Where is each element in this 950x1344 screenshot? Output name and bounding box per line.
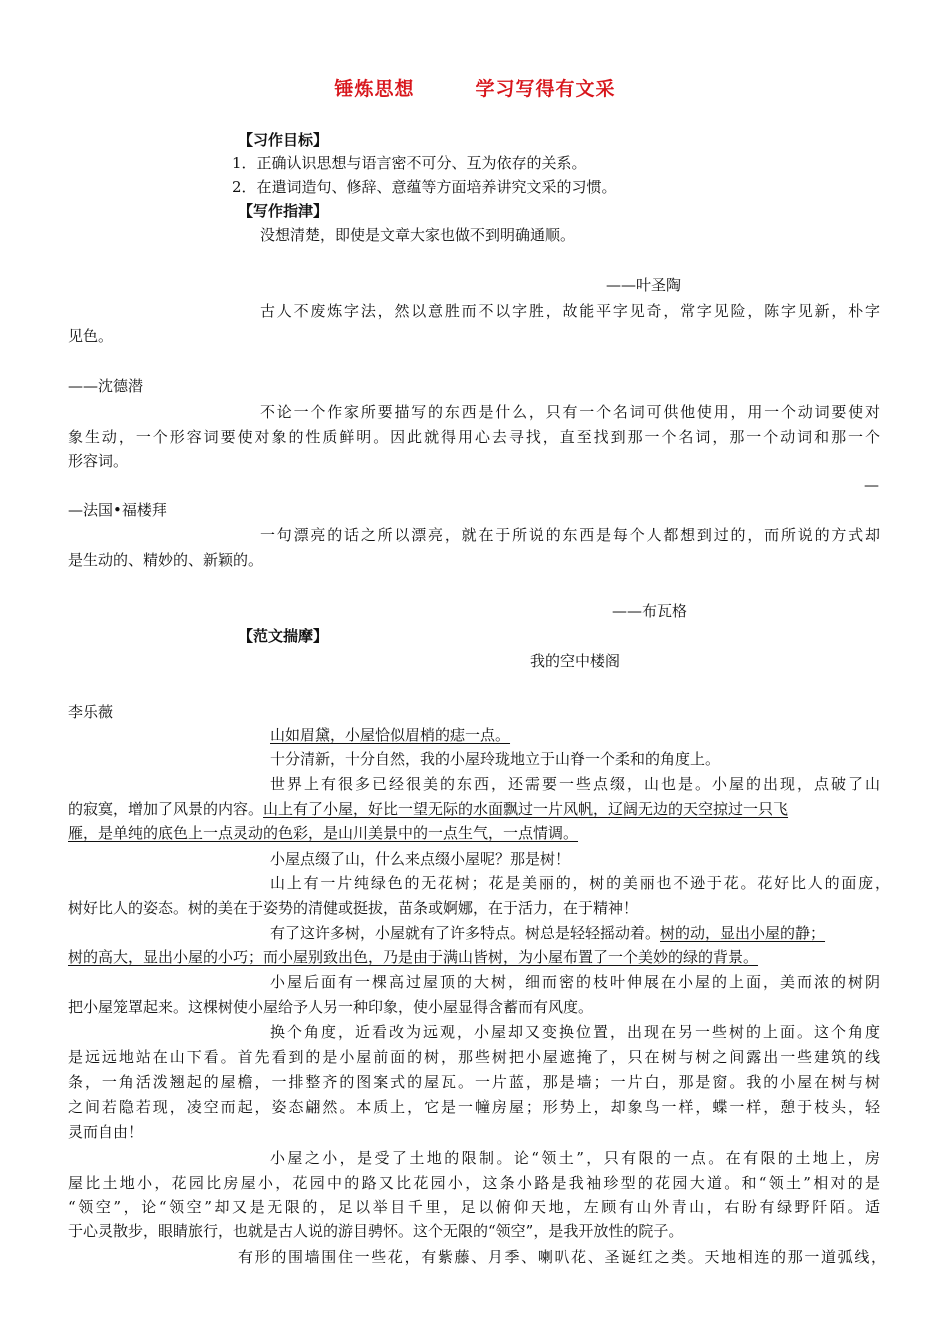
essay-paragraph-8-line-3: 条，一角活泼翘起的屋檐，一排整齐的图案式的屋瓦。一片蓝，那是墙；一片白，那是窗。我的小屋在树与树 <box>68 1073 880 1091</box>
essay-paragraph-2: 十分清新，十分自然，我的小屋玲珑地立于山脊一个柔和的角度上。 <box>270 750 721 768</box>
essay-author: 李乐薇 <box>68 703 114 721</box>
quote-1-author: ——叶圣陶 <box>606 276 682 294</box>
quote-2-author: ——沈德潜 <box>68 377 144 395</box>
essay-paragraph-3-text: 的寂寞，增加了风景的内容。 <box>68 800 264 818</box>
essay-paragraph-3-line-3: 雁，是单纯的底色上一点灵动的色彩，是山川美景中的一点生气，一点情调。 <box>68 824 579 842</box>
essay-paragraph-3-line-2 <box>68 798 788 820</box>
essay-paragraph-8-line-4: 之间若隐若现，凌空而起，姿态翩然。本质上，它是一幢房屋；形势上，却象鸟一样，蝶一样，憩于枝头，轻 <box>68 1098 880 1116</box>
essay-title: 我的空中楼阁 <box>530 652 621 670</box>
goal-item-2: 2．在遣词造句、修辞、意蕴等方面培养讲究文采的习惯。 <box>232 178 617 196</box>
quote-1-text: 没想清楚，即使是文章大家也做不到明确通顺。 <box>260 226 576 244</box>
quote-3-line-2: 象生动，一个形容词要使对象的性质鲜明。因此就得用心去寻找，直至找到那一个名词，那一个动词和那一个 <box>68 428 880 446</box>
essay-paragraph-9-line-1: 小屋之小，是受了土地的限制。论“领土”，只有限的一点。在有限的土地上，房 <box>270 1149 880 1167</box>
quote-3-author: —法国•福楼拜 <box>68 501 167 519</box>
section-heading-model: 【范文揣摩】 <box>238 627 329 645</box>
section-heading-goals: 【习作目标】 <box>238 131 329 149</box>
quote-4-author: ——布瓦格 <box>612 602 688 620</box>
essay-paragraph-6-text: 有了这许多树，小屋就有了许多特点。树总是轻轻摇动着。 <box>270 924 661 942</box>
essay-paragraph-6-line-1 <box>270 922 825 944</box>
essay-paragraph-5-line-1: 山上有一片纯绿色的无花树；花是美丽的，树的美丽也不逊于花。花好比人的面庞， <box>270 874 890 892</box>
document-title: 锤炼思想 学习写得有文采 <box>334 78 616 100</box>
essay-paragraph-9-line-2: 屋比土地小，花园比房屋小，花园中的路又比花园小，这条小路是我袖珍型的花园大道。和“领土”相对的是 <box>68 1174 880 1192</box>
quote-3-line-3: 形容词。 <box>68 452 129 470</box>
quote-2-line-2: 见色。 <box>68 327 114 345</box>
essay-paragraph-3-underlined: 山上有了小屋，好比一望无际的水面飘过一片风帆，辽阔无边的天空掠过一只飞 <box>263 800 789 818</box>
essay-paragraph-6-underlined: 树的动，显出小屋的静； <box>660 924 826 942</box>
section-heading-guide: 【写作指津】 <box>238 202 329 220</box>
essay-paragraph-1: 山如眉黛，小屋恰似眉梢的痣一点。 <box>270 726 511 744</box>
essay-paragraph-3-line-1: 世界上有很多已经很美的东西，还需要一些点缀，山也是。小屋的出现，点破了山 <box>270 775 880 793</box>
quote-4-line-1: 一句漂亮的话之所以漂亮，就在于所说的东西是每个人都想到过的，而所说的方式却 <box>260 526 880 544</box>
quote-4-line-2: 是生动的、精妙的、新颖的。 <box>68 551 264 569</box>
essay-paragraph-5-line-2: 树好比人的姿态。树的美在于姿势的清健或挺拔，苗条或婀娜，在于活力，在于精神！ <box>68 899 639 917</box>
essay-paragraph-6-line-2: 树的高大，显出小屋的小巧；而小屋别致出色，乃是由于满山皆树，为小屋布置了一个美妙的绿的背景。 <box>68 948 759 966</box>
essay-paragraph-4: 小屋点缀了山，什么来点缀小屋呢？那是树！ <box>270 850 571 868</box>
essay-paragraph-7-line-2: 把小屋笼罩起来。这棵树使小屋给予人另一种印象，使小屋显得含蓄而有风度。 <box>68 998 594 1016</box>
goal-item-1: 1．正确认识思想与语言密不可分、互为依存的关系。 <box>232 154 587 172</box>
essay-paragraph-8-line-5: 灵而自由！ <box>68 1123 144 1141</box>
essay-paragraph-8-line-2: 是远远地站在山下看。首先看到的是小屋前面的树，那些树把小屋遮掩了，只在树与树之间露出一些建筑的线 <box>68 1048 880 1066</box>
quote-2-line-1: 古人不废炼字法，然以意胜而不以字胜，故能平字见奇，常字见险，陈字见新，朴字 <box>260 302 880 320</box>
quote-3-line-1: 不论一个作家所要描写的东西是什么，只有一个名词可供他使用，用一个动词要使对 <box>260 403 880 421</box>
quote-3-dash: — <box>864 476 879 494</box>
essay-paragraph-10-line-1: 有形的围墙围住一些花，有紫藤、月季、喇叭花、圣诞红之类。天地相连的那一道弧线， <box>238 1248 886 1266</box>
essay-paragraph-8-line-1: 换个角度，近看改为远观，小屋却又变换位置，出现在另一些树的上面。这个角度 <box>270 1023 880 1041</box>
essay-paragraph-7-line-1: 小屋后面有一棵高过屋顶的大树，细而密的枝叶伸展在小屋的上面，美而浓的树阴 <box>270 973 880 991</box>
essay-paragraph-9-line-4: 于心灵散步，眼睛旅行，也就是古人说的游目骋怀。这个无限的“领空”，是我开放性的院子。 <box>68 1222 684 1240</box>
essay-paragraph-9-line-3: “领空”，论“领空”却又是无限的，足以举目千里，足以俯仰天地，左顾有山外青山，右盼有绿野阡陌。适 <box>68 1198 880 1216</box>
